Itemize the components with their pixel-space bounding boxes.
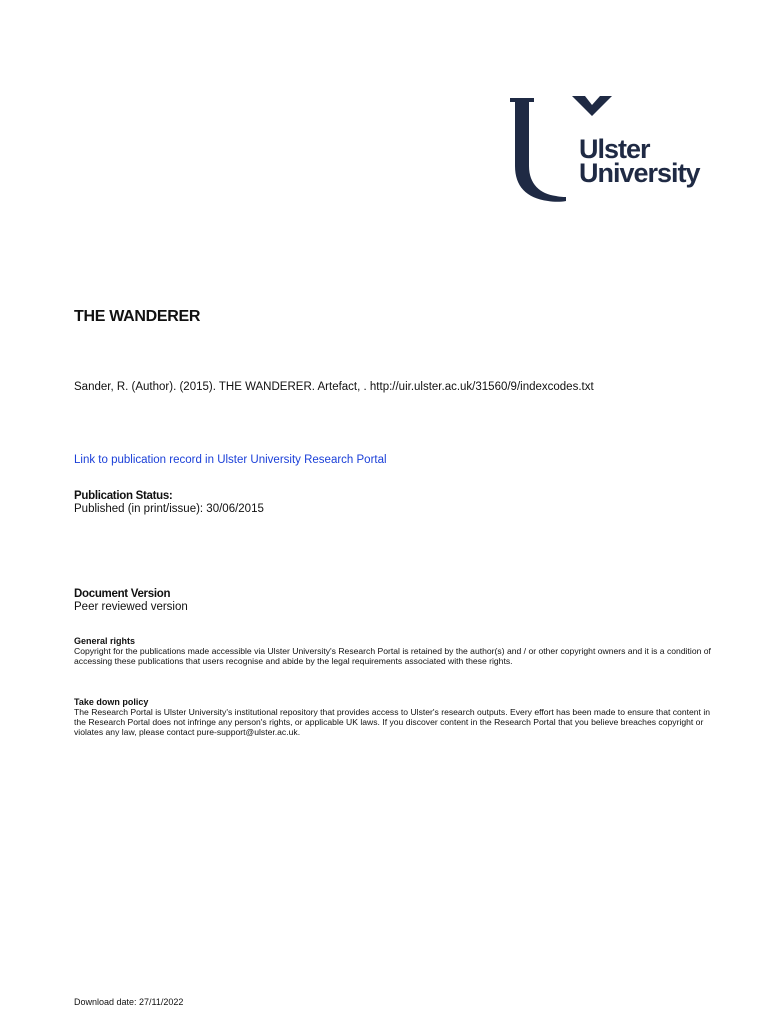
logo-word-ulster: Ulster <box>579 134 650 164</box>
publication-status <box>74 490 264 516</box>
logo-word-university: University <box>579 158 700 188</box>
citation: Sander, R. (Author). (2015). THE WANDERER. Artefact, . http://uir.ulster.ac.uk/31560/9/indexcodes.txt <box>74 381 594 393</box>
general-rights-text: Copyright for the publications made accessible via Ulster University's Research Portal is retained by the author(s) and / or other copyright owners and it is a condition of accessing these publications that users recognise and abide by the legal requirements associated with these rights. <box>74 646 711 666</box>
document-version-value: Peer reviewed version <box>74 601 188 613</box>
ulster-university-logo <box>506 92 716 208</box>
document-version-heading: Document Version <box>74 588 171 600</box>
portal-record-link[interactable]: Link to publication record in Ulster University Research Portal <box>74 454 387 466</box>
publication-status-heading: Publication Status: <box>74 490 173 502</box>
take-down-policy <box>74 697 724 737</box>
document-title: THE WANDERER <box>74 308 201 325</box>
general-rights-heading: General rights <box>74 636 136 646</box>
download-date: Download date: 27/11/2022 <box>74 997 184 1007</box>
publication-status-value: Published (in print/issue): 30/06/2015 <box>74 503 264 515</box>
take-down-policy-text: The Research Portal is Ulster University's institutional repository that provides access to Ulster's research outputs. Every effort has been made to ensure that content in the Research Portal does not infringe any person's rights, or applicable UK laws. If you discover content in the Research Portal that you believe breaches copyright or violates any law, please contact pure-support@ulster.ac.uk. <box>74 707 711 737</box>
document-version <box>74 588 188 614</box>
take-down-policy-heading: Take down policy <box>74 697 149 707</box>
general-rights <box>74 636 724 666</box>
